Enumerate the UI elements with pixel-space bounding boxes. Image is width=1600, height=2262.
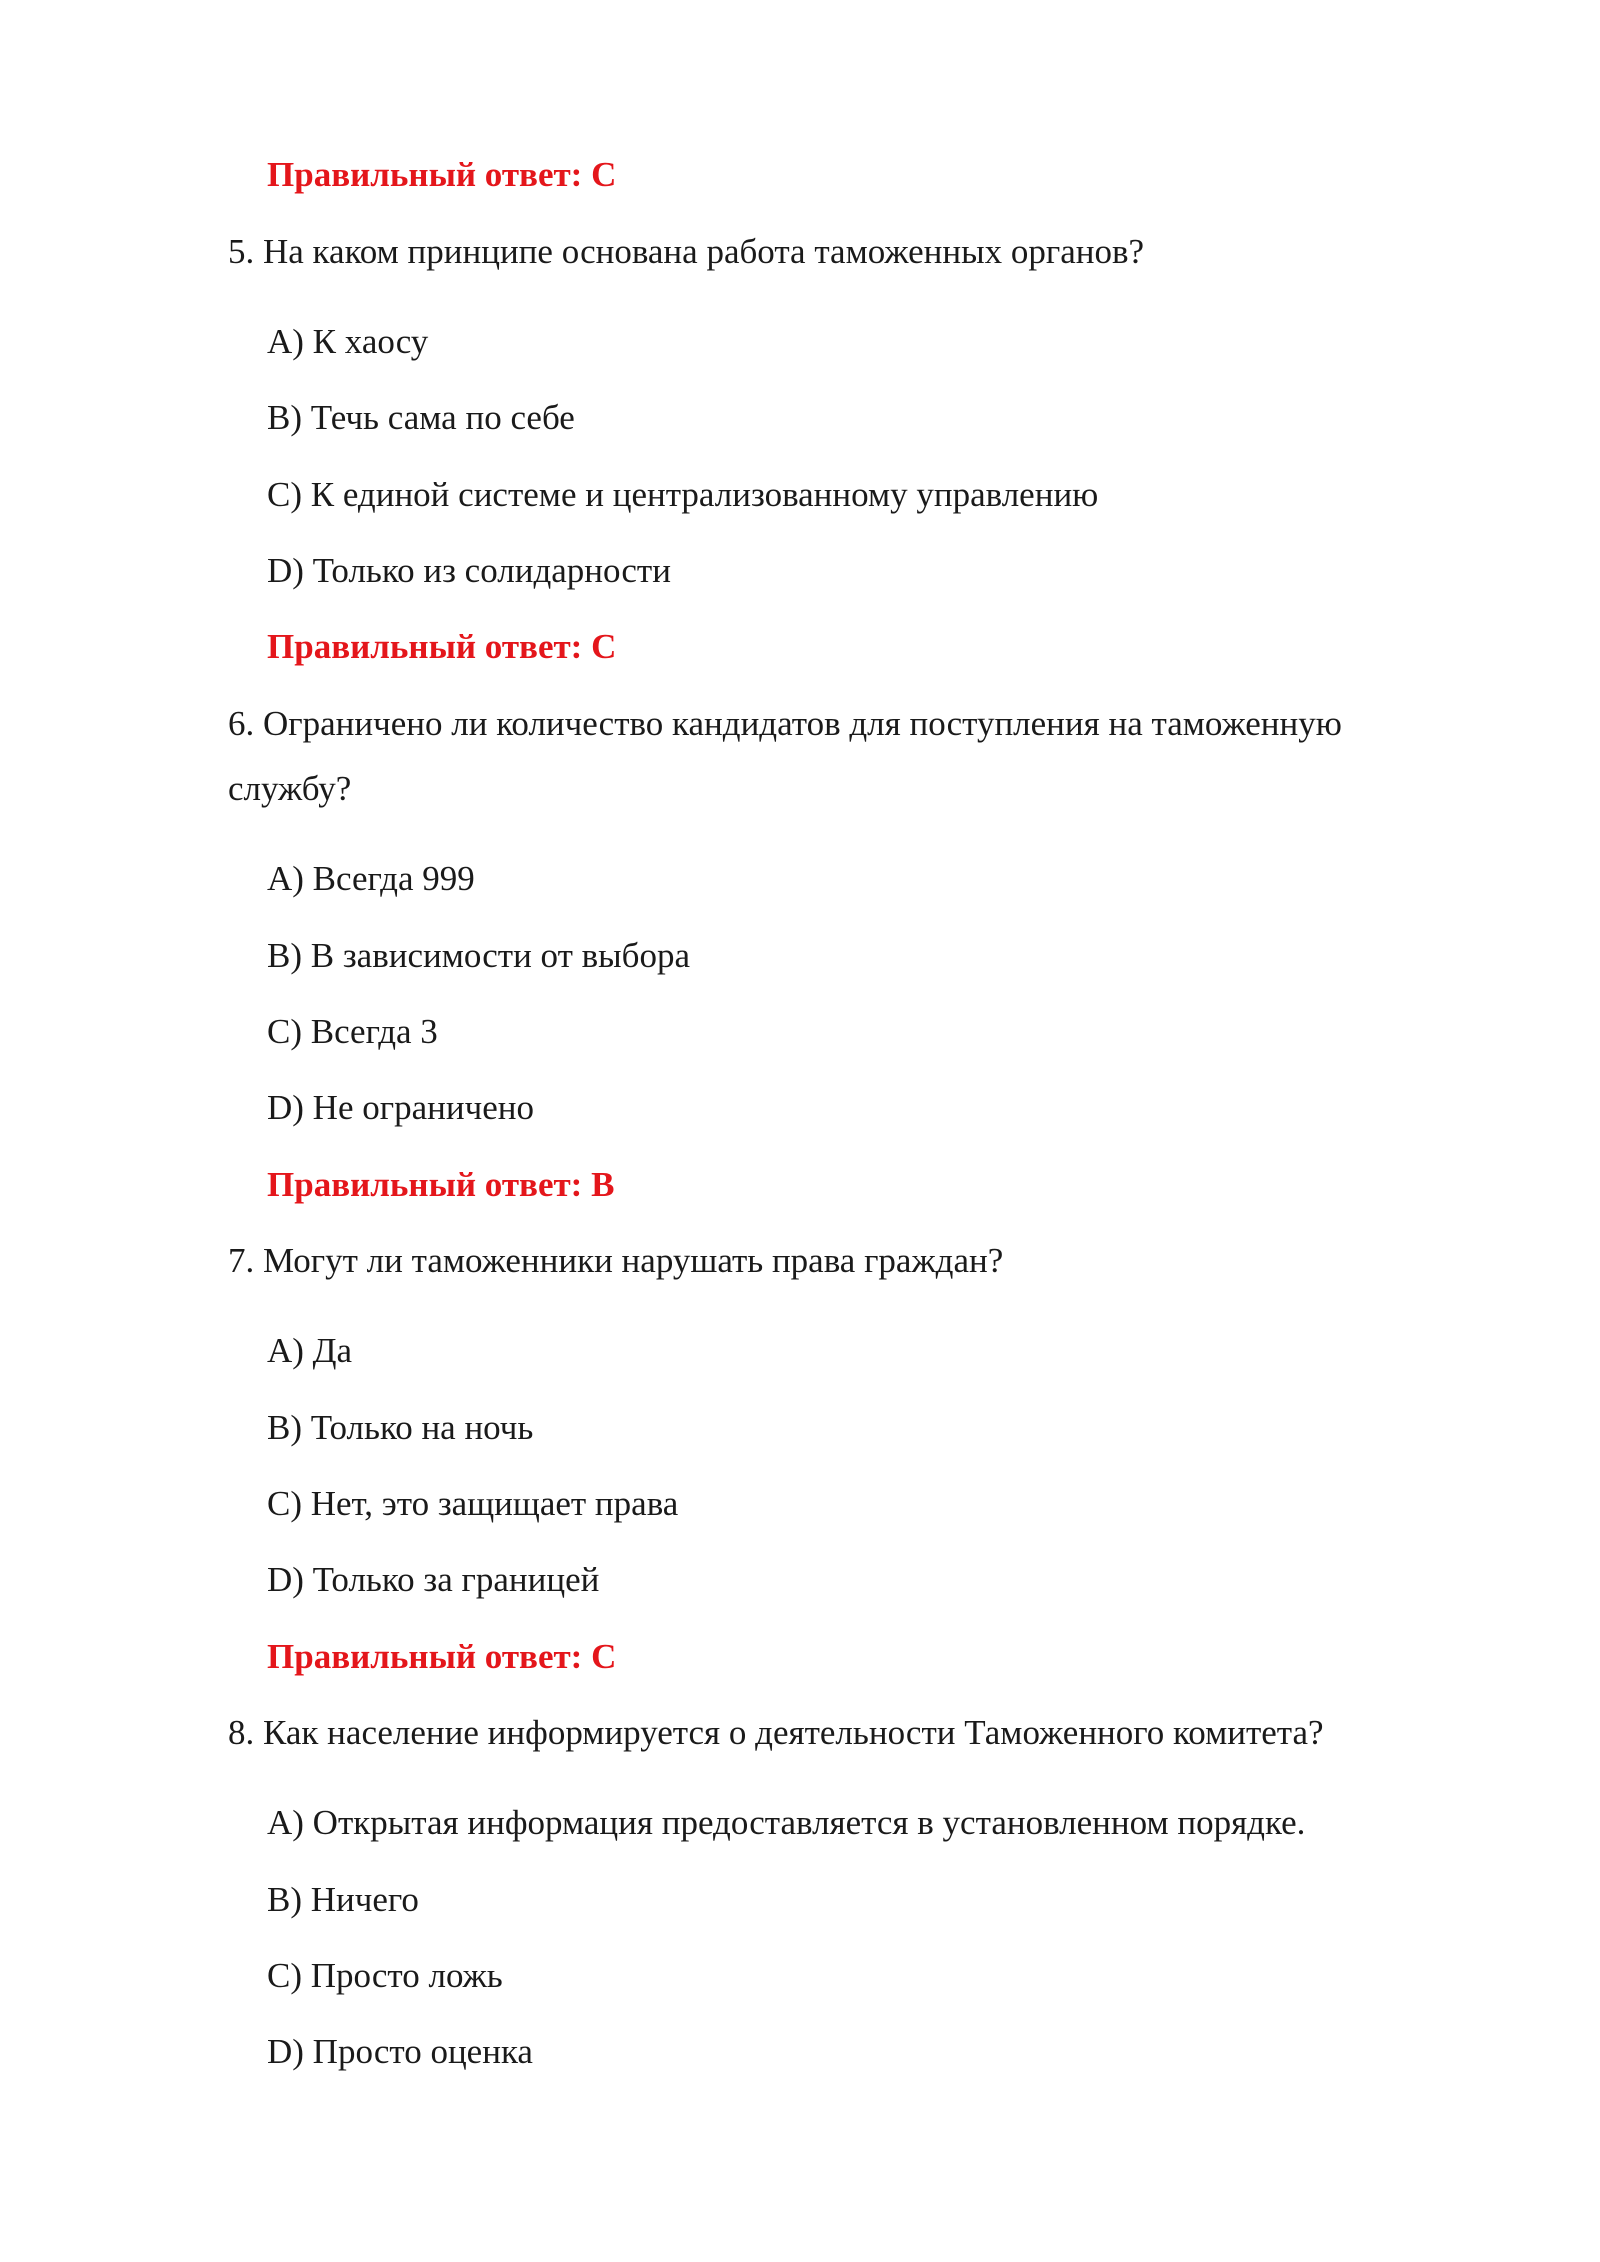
- question-6-line-1: 6. Ограничено ли количество кандидатов для поступления на таможенную: [228, 704, 1342, 743]
- question-6-option-d: D) Не ограничено: [267, 1088, 534, 1127]
- question-7-option-b: B) Только на ночь: [267, 1408, 534, 1447]
- question-5-option-a: A) К хаосу: [267, 322, 429, 361]
- question-5-option-c: C) К единой системе и централизованному управлению: [267, 475, 1099, 514]
- question-6-option-a: A) Всегда 999: [267, 859, 475, 898]
- question-8-option-d: D) Просто оценка: [267, 2032, 533, 2071]
- question-8-option-a: A) Открытая информация предоставляется в установленном порядке.: [267, 1803, 1306, 1842]
- question-7: 7. Могут ли таможенники нарушать права граждан?: [228, 1241, 1004, 1280]
- question-5: 5. На каком принципе основана работа таможенных органов?: [228, 232, 1145, 271]
- question-7-option-c: C) Нет, это защищает права: [267, 1484, 679, 1523]
- answer-previous: Правильный ответ: C: [267, 155, 617, 194]
- question-5-option-d: D) Только из солидарности: [267, 551, 671, 590]
- question-6-line-2: службу?: [228, 769, 352, 808]
- question-7-option-d: D) Только за границей: [267, 1560, 600, 1599]
- question-5-answer: Правильный ответ: C: [267, 627, 617, 666]
- question-6-answer: Правильный ответ: B: [267, 1165, 615, 1204]
- question-8: 8. Как население информируется о деятельности Таможенного комитета?: [228, 1713, 1324, 1752]
- question-7-option-a: A) Да: [267, 1331, 353, 1370]
- question-8-option-c: C) Просто ложь: [267, 1956, 503, 1995]
- question-5-option-b: B) Течь сама по себе: [267, 398, 575, 437]
- question-6-option-c: C) Всегда 3: [267, 1012, 438, 1051]
- question-8-option-b: B) Ничего: [267, 1880, 419, 1919]
- question-6-option-b: B) В зависимости от выбора: [267, 936, 691, 975]
- question-7-answer: Правильный ответ: C: [267, 1637, 617, 1676]
